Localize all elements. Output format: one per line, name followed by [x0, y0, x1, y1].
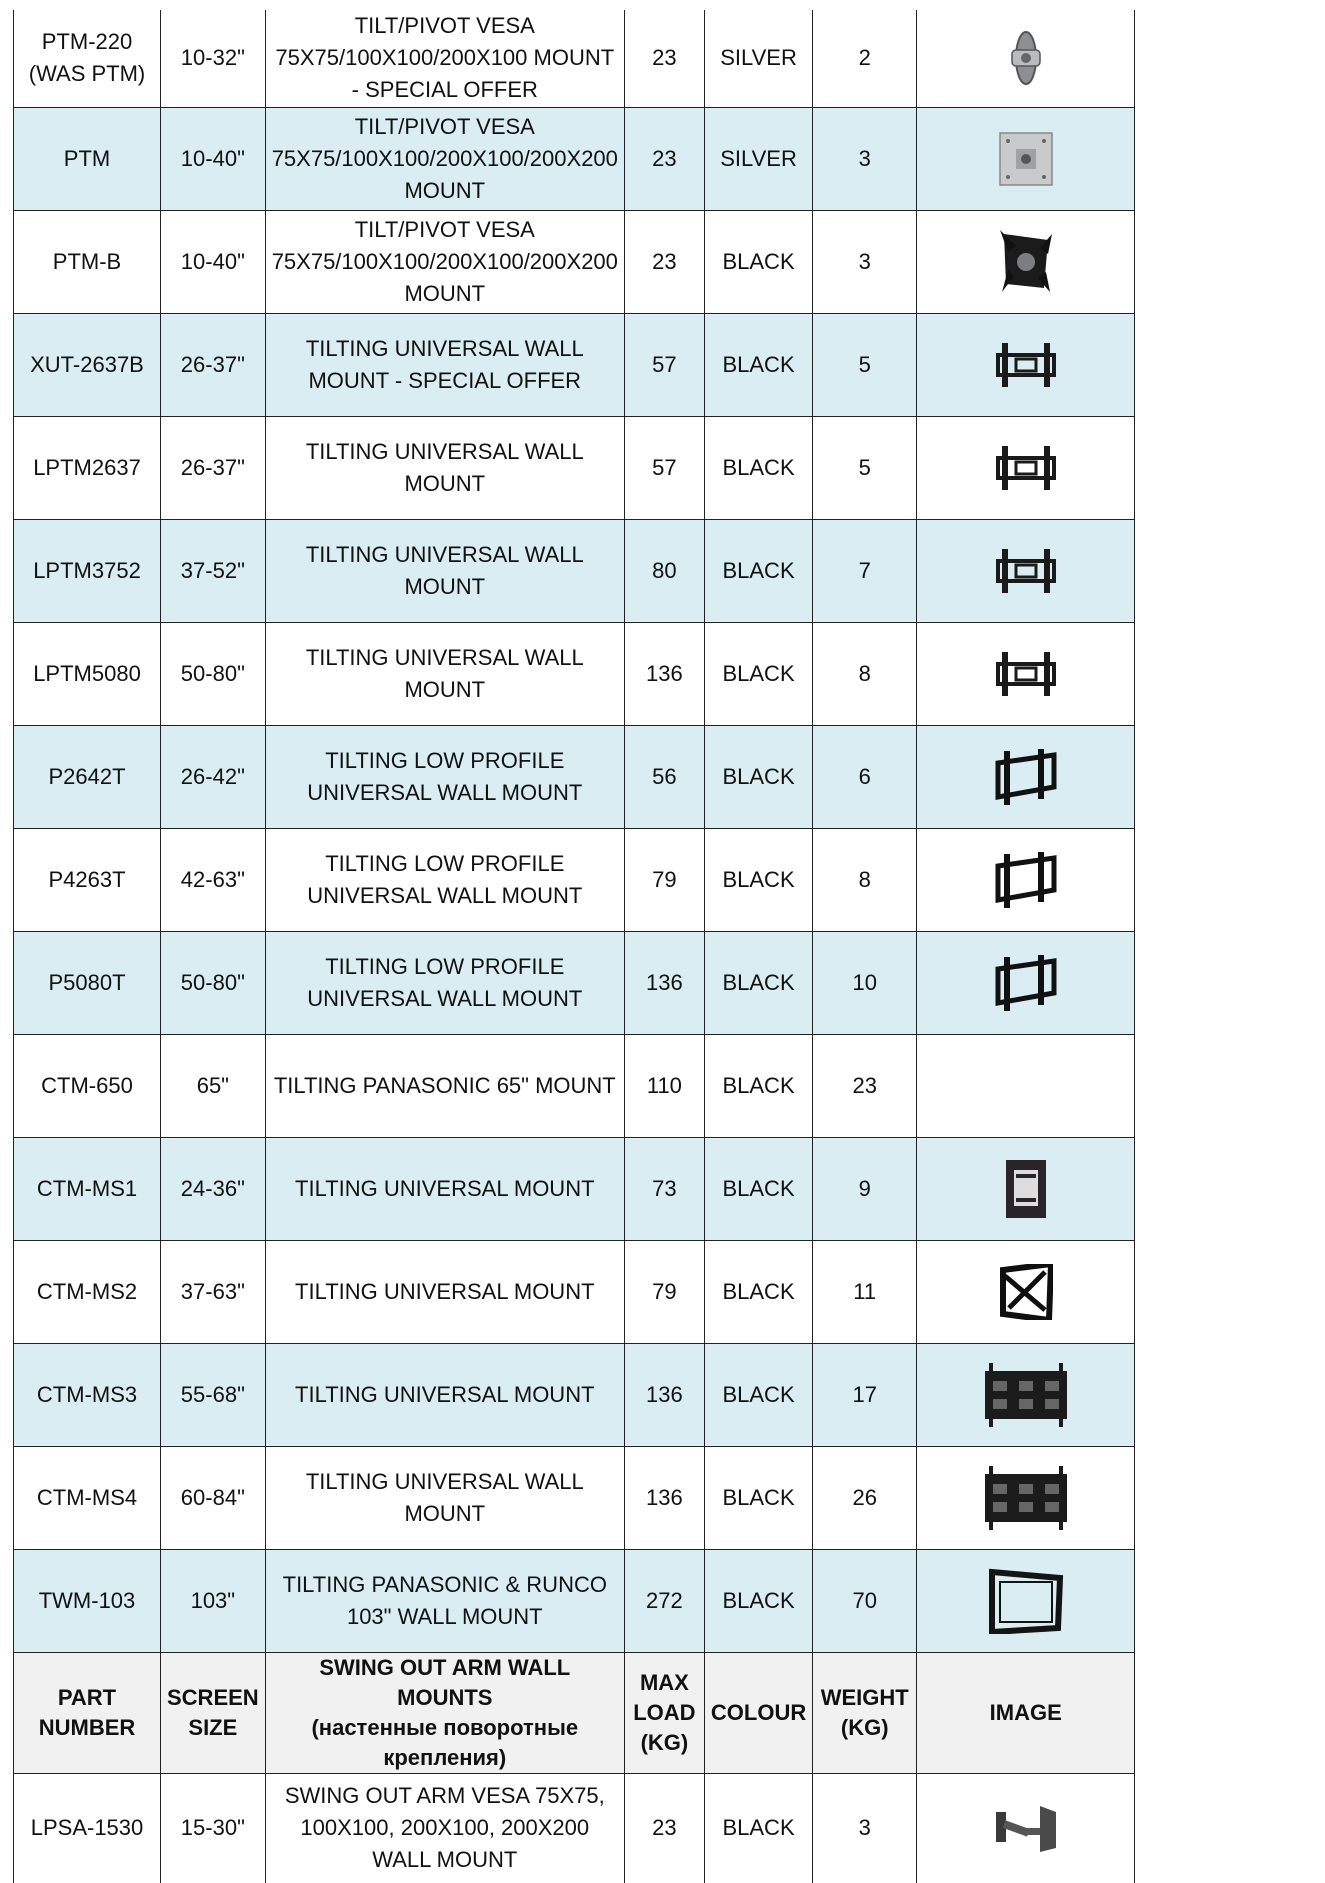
weight: 2 — [813, 10, 917, 107]
table-row — [14, 210, 1135, 313]
description: TILTING UNIVERSAL MOUNT — [265, 1343, 624, 1446]
table-row — [14, 1343, 1135, 1446]
description: TILTING PANASONIC 65" MOUNT — [265, 1034, 624, 1137]
angled-frame-mount-image — [999, 1264, 1053, 1320]
description: TILTING UNIVERSAL WALL MOUNT — [265, 622, 624, 725]
swing-arm-mount-image — [994, 1802, 1058, 1854]
max-load: 136 — [624, 1343, 704, 1446]
screen-size: 24-36" — [161, 1137, 266, 1240]
part-number: CTM-MS3 — [14, 1343, 161, 1446]
image-cell — [917, 725, 1135, 828]
image-cell — [917, 1549, 1135, 1652]
colour: BLACK — [704, 416, 812, 519]
screen-size: 26-37" — [161, 416, 266, 519]
part-number: CTM-650 — [14, 1034, 161, 1137]
max-load: 79 — [624, 828, 704, 931]
image-cell — [917, 931, 1135, 1034]
colour: BLACK — [704, 210, 812, 313]
wide-frame-mount-image — [983, 1466, 1069, 1530]
description: TILTING UNIVERSAL WALL MOUNT — [265, 416, 624, 519]
colour: BLACK — [704, 1137, 812, 1240]
max-load: 136 — [624, 931, 704, 1034]
silver-tilt-pivot-mount-image — [1008, 28, 1044, 88]
black-plate-mount-image — [998, 230, 1054, 294]
tilting-wall-mount-image — [994, 444, 1058, 492]
table-row — [14, 10, 1135, 107]
section-subtitle: (настенные поворотные крепления) — [311, 1714, 579, 1770]
colour: BLACK — [704, 828, 812, 931]
max-load: 80 — [624, 519, 704, 622]
max-load: 110 — [624, 1034, 704, 1137]
low-profile-mount-image — [994, 850, 1058, 910]
description: TILTING UNIVERSAL MOUNT — [265, 1240, 624, 1343]
part-number: LPTM5080 — [14, 622, 161, 725]
screen-size: 42-63" — [161, 828, 266, 931]
weight: 3 — [813, 210, 917, 313]
description: TILT/PIVOT VESA 75X75/100X100/200X100/200X200 MOUNT — [265, 107, 624, 210]
wide-frame-mount-image — [983, 1363, 1069, 1427]
table-row — [14, 1773, 1135, 1883]
part-number: PTM — [14, 107, 161, 210]
weight: 10 — [813, 931, 917, 1034]
screen-size: 10-40" — [161, 210, 266, 313]
tilting-wall-mount-image — [994, 547, 1058, 595]
weight: 7 — [813, 519, 917, 622]
max-load: 73 — [624, 1137, 704, 1240]
max-load: 56 — [624, 725, 704, 828]
part-number: XUT-2637B — [14, 313, 161, 416]
section-header-row — [14, 1652, 1135, 1773]
part-number: CTM-MS4 — [14, 1446, 161, 1549]
max-load: 23 — [624, 210, 704, 313]
weight: 23 — [813, 1034, 917, 1137]
description: TILTING LOW PROFILE UNIVERSAL WALL MOUNT — [265, 828, 624, 931]
description: TILT/PIVOT VESA 75X75/100X100/200X100/200X200 MOUNT — [265, 210, 624, 313]
screen-size: 10-40" — [161, 107, 266, 210]
image-cell — [917, 210, 1135, 313]
screen-size: 37-63" — [161, 1240, 266, 1343]
image-cell — [917, 1773, 1135, 1883]
image-cell — [917, 416, 1135, 519]
table-row — [14, 931, 1135, 1034]
table-row — [14, 1137, 1135, 1240]
description: TILTING UNIVERSAL MOUNT — [265, 1137, 624, 1240]
table-row — [14, 725, 1135, 828]
colour: BLACK — [704, 1034, 812, 1137]
table-row — [14, 622, 1135, 725]
description: TILT/PIVOT VESA 75X75/100X100/200X100 MOUNT - SPECIAL OFFER — [265, 10, 624, 107]
description: TILTING UNIVERSAL WALL MOUNT — [265, 1446, 624, 1549]
screen-size: 103" — [161, 1549, 266, 1652]
screen-size: 26-42" — [161, 725, 266, 828]
description: TILTING LOW PROFILE UNIVERSAL WALL MOUNT — [265, 931, 624, 1034]
colour: BLACK — [704, 1343, 812, 1446]
colour: BLACK — [704, 1549, 812, 1652]
weight: 8 — [813, 622, 917, 725]
screen-size: 50-80" — [161, 622, 266, 725]
header-weight: WEIGHT (KG) — [813, 1652, 917, 1773]
header-section-title — [265, 1652, 624, 1773]
table-row — [14, 828, 1135, 931]
image-cell — [917, 622, 1135, 725]
tilting-wall-mount-image — [994, 650, 1058, 698]
image-cell — [917, 1034, 1135, 1137]
colour: BLACK — [704, 622, 812, 725]
low-profile-mount-image — [994, 747, 1058, 807]
image-cell — [917, 107, 1135, 210]
weight: 11 — [813, 1240, 917, 1343]
screen-size: 55-68" — [161, 1343, 266, 1446]
header-part-number: PART NUMBER — [14, 1652, 161, 1773]
screen-size: 26-37" — [161, 313, 266, 416]
description: TILTING PANASONIC & RUNCO 103" WALL MOUNT — [265, 1549, 624, 1652]
screen-size: 15-30" — [161, 1773, 266, 1883]
weight: 5 — [813, 313, 917, 416]
colour: SILVER — [704, 107, 812, 210]
part-number: LPTM2637 — [14, 416, 161, 519]
description: TILTING LOW PROFILE UNIVERSAL WALL MOUNT — [265, 725, 624, 828]
colour: BLACK — [704, 313, 812, 416]
part-number: CTM-MS2 — [14, 1240, 161, 1343]
max-load: 136 — [624, 1446, 704, 1549]
max-load: 79 — [624, 1240, 704, 1343]
max-load: 23 — [624, 107, 704, 210]
low-profile-mount-image — [994, 953, 1058, 1013]
max-load: 23 — [624, 1773, 704, 1883]
image-cell — [917, 313, 1135, 416]
colour: BLACK — [704, 519, 812, 622]
image-cell — [917, 828, 1135, 931]
header-max-load: MAX LOAD (KG) — [624, 1652, 704, 1773]
table-row — [14, 519, 1135, 622]
screen-size: 37-52" — [161, 519, 266, 622]
tilting-wall-mount-image — [994, 341, 1058, 389]
table-row — [14, 107, 1135, 210]
table-row — [14, 1549, 1135, 1652]
colour: BLACK — [704, 725, 812, 828]
weight: 6 — [813, 725, 917, 828]
table-row — [14, 1446, 1135, 1549]
weight: 8 — [813, 828, 917, 931]
description: TILTING UNIVERSAL WALL MOUNT — [265, 519, 624, 622]
image-cell — [917, 1343, 1135, 1446]
header-colour: COLOUR — [704, 1652, 812, 1773]
header-image: IMAGE — [917, 1652, 1135, 1773]
weight: 17 — [813, 1343, 917, 1446]
colour: BLACK — [704, 931, 812, 1034]
weight: 70 — [813, 1549, 917, 1652]
part-number: PTM-B — [14, 210, 161, 313]
part-number: PTM-220 (WAS PTM) — [14, 10, 161, 107]
part-number: LPSA-1530 — [14, 1773, 161, 1883]
colour: BLACK — [704, 1446, 812, 1549]
max-load: 57 — [624, 313, 704, 416]
table-row — [14, 1034, 1135, 1137]
large-frame-mount-image — [988, 1568, 1064, 1634]
max-load: 136 — [624, 622, 704, 725]
image-cell — [917, 10, 1135, 107]
description: TILTING UNIVERSAL WALL MOUNT - SPECIAL OFFER — [265, 313, 624, 416]
screen-size: 60-84" — [161, 1446, 266, 1549]
part-number: TWM-103 — [14, 1549, 161, 1652]
header-screen-size: SCREEN SIZE — [161, 1652, 266, 1773]
weight: 26 — [813, 1446, 917, 1549]
image-cell — [917, 1137, 1135, 1240]
colour: BLACK — [704, 1773, 812, 1883]
max-load: 23 — [624, 10, 704, 107]
silver-plate-mount-image — [998, 129, 1054, 189]
weight: 9 — [813, 1137, 917, 1240]
weight: 3 — [813, 1773, 917, 1883]
table-row — [14, 1240, 1135, 1343]
part-number: P2642T — [14, 725, 161, 828]
part-number: P5080T — [14, 931, 161, 1034]
table-row — [14, 416, 1135, 519]
mounts-table — [13, 10, 1135, 1883]
screen-size: 65" — [161, 1034, 266, 1137]
section-title: SWING OUT ARM WALL MOUNTS — [319, 1654, 571, 1710]
image-cell — [917, 519, 1135, 622]
image-cell — [917, 1446, 1135, 1549]
screen-size: 50-80" — [161, 931, 266, 1034]
colour: SILVER — [704, 10, 812, 107]
colour: BLACK — [704, 1240, 812, 1343]
part-number: CTM-MS1 — [14, 1137, 161, 1240]
description: SWING OUT ARM VESA 75X75, 100X100, 200X100, 200X200 WALL MOUNT — [265, 1773, 624, 1883]
screen-size: 10-32" — [161, 10, 266, 107]
image-cell — [917, 1240, 1135, 1343]
weight: 5 — [813, 416, 917, 519]
part-number: P4263T — [14, 828, 161, 931]
max-load: 272 — [624, 1549, 704, 1652]
table-row — [14, 313, 1135, 416]
weight: 3 — [813, 107, 917, 210]
part-number: LPTM3752 — [14, 519, 161, 622]
open-frame-mount-image — [1002, 1158, 1050, 1220]
max-load: 57 — [624, 416, 704, 519]
